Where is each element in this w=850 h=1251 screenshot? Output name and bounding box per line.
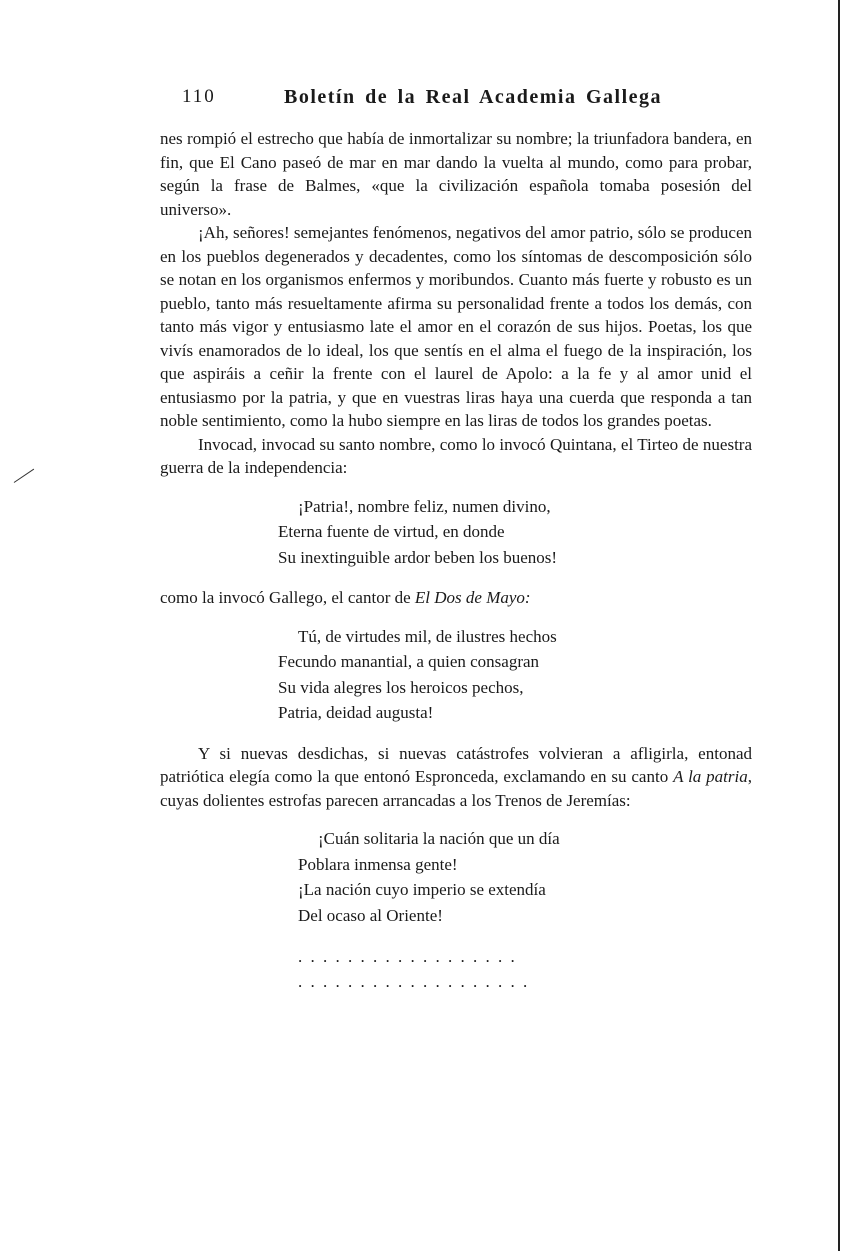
paragraph-5-tail: , cuyas dolientes estrofas parecen arrancadas a los Trenos de Jeremías: [160, 767, 752, 810]
verse-line: ¡Patria!, nombre feliz, numen divino, [298, 496, 551, 516]
verse-line: Eterna fuente de virtud, en donde [278, 522, 505, 541]
running-title: Boletín de la Real Academia Gallega [284, 86, 663, 108]
paragraph-4 [160, 586, 752, 610]
body-text [160, 127, 752, 994]
verse-gallego [278, 624, 752, 726]
verse-line: Fecundo manantial, a quien consagran [278, 652, 540, 671]
verse-quintana [278, 494, 752, 571]
page-number: 110 [182, 86, 216, 107]
page-header [160, 86, 760, 116]
paragraph-4-text: como la invocó Gallego, el cantor de [160, 588, 415, 607]
verse-line: Su vida alegres los heroicos pechos, [278, 677, 524, 697]
ellipsis-row: . . . . . . . . . . . . . . . . . . . [298, 972, 530, 991]
paragraph-1: nes rompió el estrecho que había de inmortalizar su nombre; la triunfadora bandera, en fin, que El Cano paseó de mar en mar dando la vuelta al mundo, como para probar, según la frase de Balmes, «que la civilización española tomaba posesión del universo». [160, 129, 752, 219]
verse-line: Tú, de virtudes mil, de ilustres hechos [298, 626, 557, 646]
verse-line: Su inextinguible ardor beben los buenos! [278, 547, 558, 567]
work-title-a-la-patria: A la patria [673, 767, 748, 786]
verse-line: ¡Cuán solitaria la nación que un día [318, 829, 560, 848]
work-title-dos-de-mayo: El Dos de Mayo: [414, 588, 531, 607]
page-edge-rule [838, 0, 840, 1251]
margin-pencil-mark [14, 469, 34, 483]
verse-line: Patria, deidad augusta! [278, 703, 434, 722]
verse-line: ¡La nación cuyo imperio se extendía [298, 880, 546, 899]
verse-line: Del ocaso al Oriente! [298, 905, 443, 925]
verse-line: Poblara inmensa gente! [298, 854, 458, 874]
paragraph-3: Invocad, invocad su santo nombre, como lo invocó Quintana, el Tirteo de nuestra guerra de la independencia: [160, 434, 752, 477]
ellipsis-row: . . . . . . . . . . . . . . . . . . [298, 947, 517, 966]
paragraph-5 [160, 742, 752, 813]
paragraph-2: ¡Ah, señores! semejantes fenómenos, negativos del amor patrio, sólo se producen en los pueblos degenerados y decadentes, como los síntomas de descomposición sólo se notan en los organismos enfermos y moribundos. Cuanto más fuerte y robusto es un pueblo, tanto más resueltamente afirma su personalidad frente a todos los demás, con tanto más vigor y entusiasmo late el amor en el corazón de sus hijos. Poetas, los que vivís enamorados de lo ideal, los que sentís en el alma el fuego de la inspiración, los que aspiráis a ceñir la frente con el laurel de Apolo: a la fe y al amor unid el entusiasmo por la patria, y que en vuestras liras haya una cuerda que responda a tan noble sentimiento, como la hubo siempre en las liras de todos los grandes poetas. [160, 223, 752, 430]
verse-espronceda [298, 826, 752, 928]
paragraph-5-lead: Y si nuevas desdichas, si nuevas catástrofes volvieran a afligirla, entonad patriótica elegía como la que entonó Espronceda, exclamando en su canto [160, 743, 752, 786]
